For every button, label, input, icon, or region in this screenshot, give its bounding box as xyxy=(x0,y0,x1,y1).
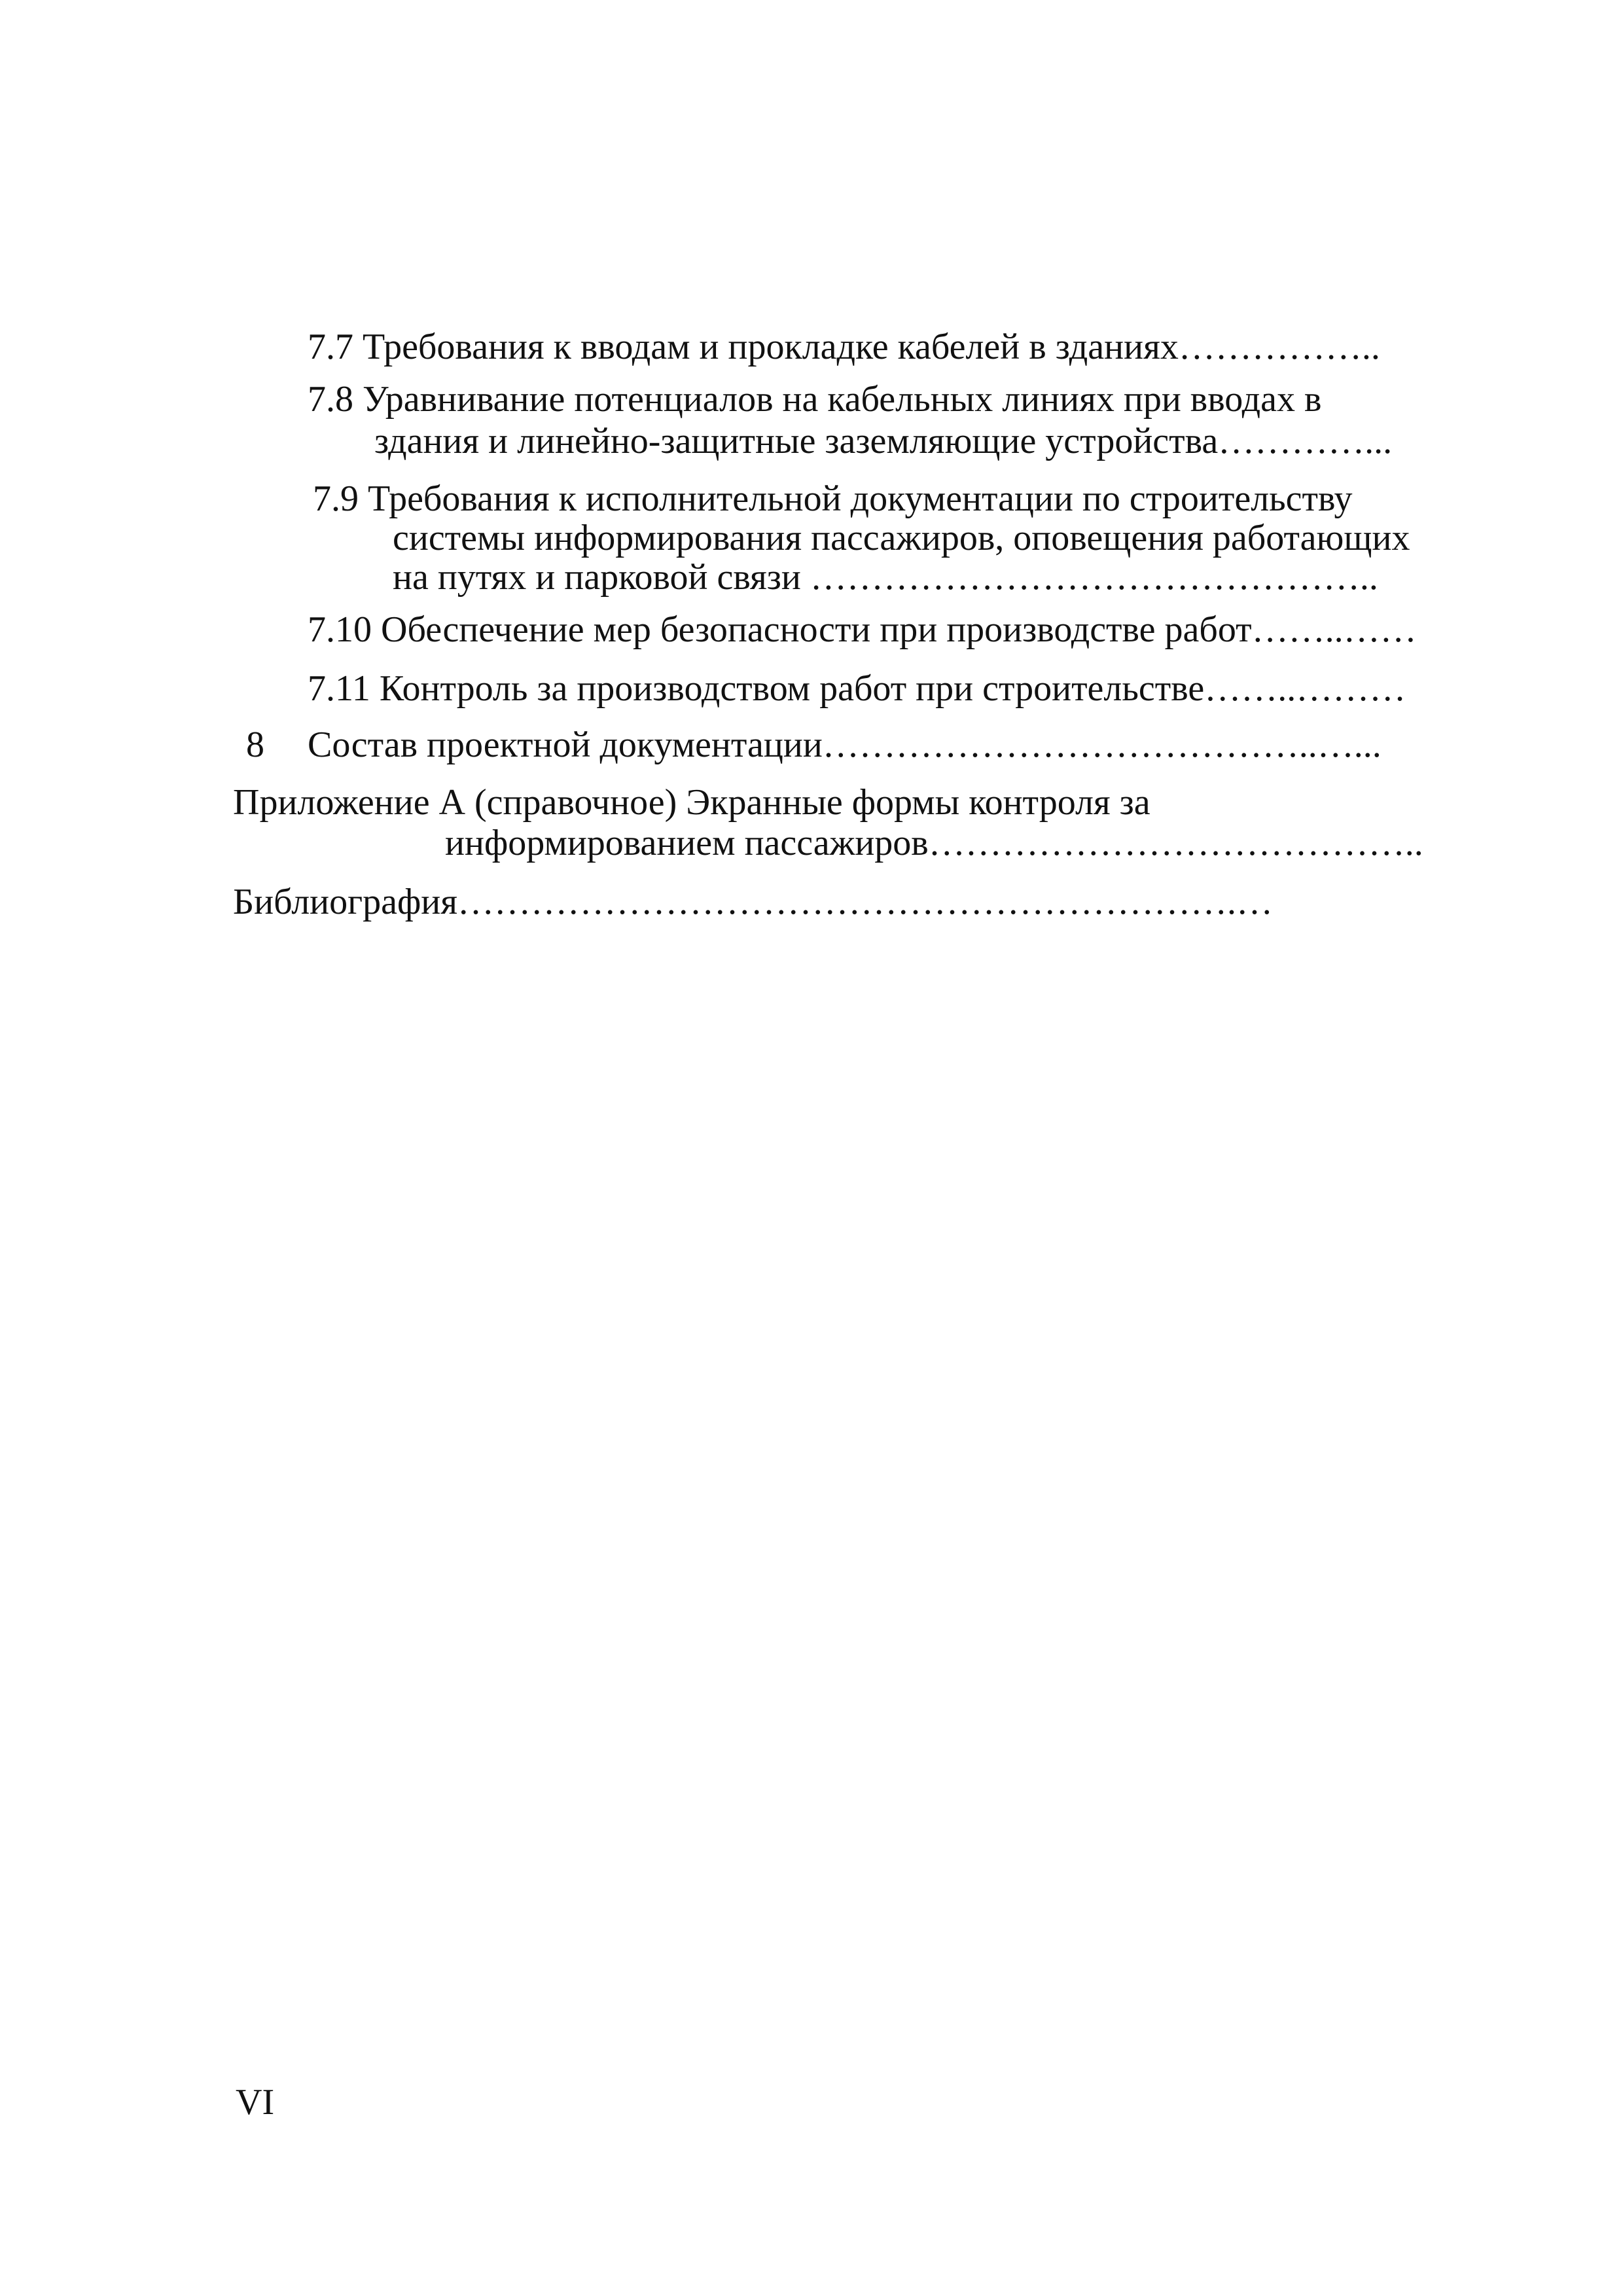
toc-bibliography: Библиография……………………………………………………….… xyxy=(233,882,1273,922)
toc-item-7-9-line1: 7.9 Требования к исполнительной документации по строительству xyxy=(313,478,1353,519)
toc-item-8-number: 8 xyxy=(246,725,264,765)
toc-item-7-8-line2: здания и линейно-защитные заземляющие устройства…………... xyxy=(374,421,1393,461)
toc-item-7-7-text: 7.7 Требования к вводам и прокладке кабелей в зданиях…………….. xyxy=(308,327,1380,367)
toc-item-8: Состав проектной документации…………………………………..…... xyxy=(308,725,1382,765)
toc-item-7-10: 7.10 Обеспечение мер безопасности при производстве работ……..…… xyxy=(308,609,1417,650)
toc-appendix-a-line1: Приложение А (справочное) Экранные формы контроля за xyxy=(233,782,1150,823)
page-number: VI xyxy=(236,2082,275,2123)
toc-item-7-9-line3: на путях и парковой связи ……………………………………….. xyxy=(393,557,1378,598)
toc-appendix-a-line2: информированием пассажиров………………………………….. xyxy=(445,823,1423,863)
toc-item-7-9-line2: системы информирования пассажиров, оповещения работающих xyxy=(393,518,1410,558)
toc-item-7-8-line1: 7.8 Уравнивание потенциалов на кабельных линиях при вводах в xyxy=(308,379,1322,420)
toc-item-7-7 xyxy=(308,326,1380,368)
toc-item-7-11: 7.11 Контроль за производством работ при строительстве……..……… xyxy=(308,668,1406,709)
